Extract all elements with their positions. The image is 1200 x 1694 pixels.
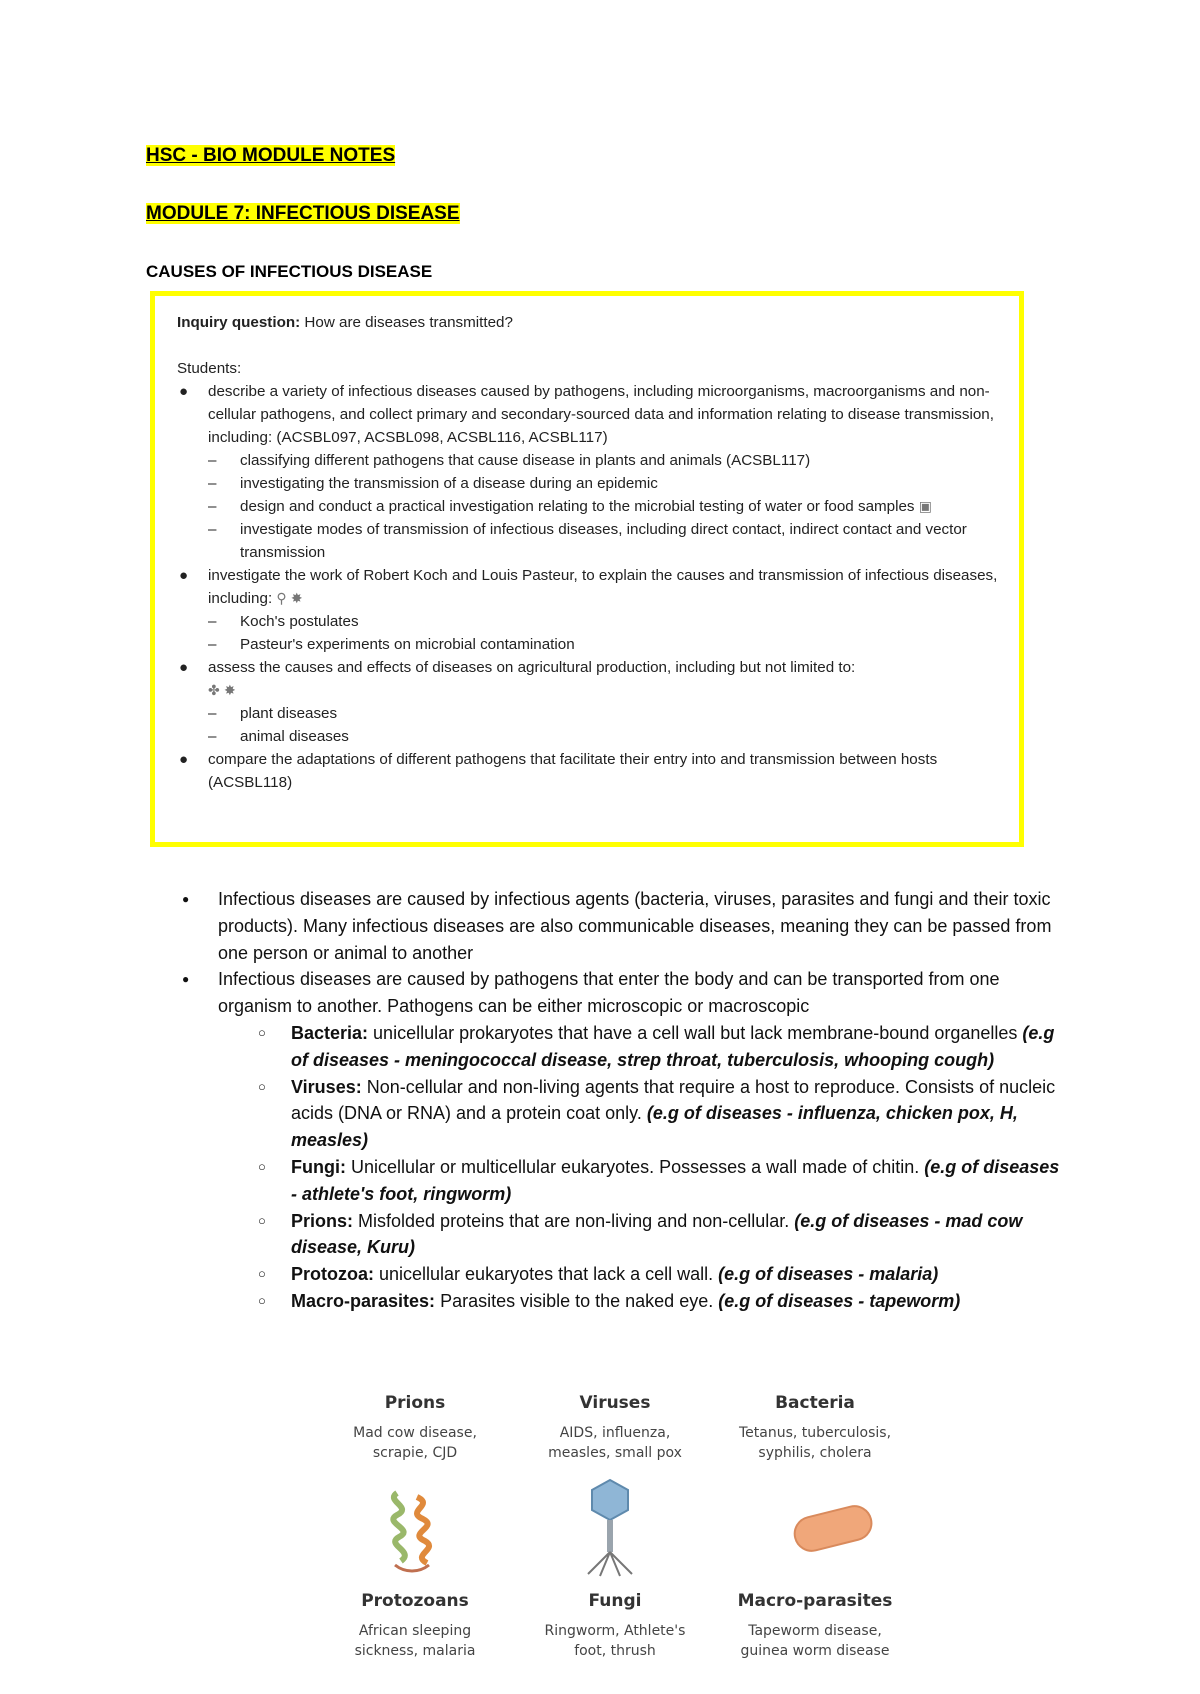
bullet-dot-icon: ● (179, 383, 189, 400)
list-subitem-text: investigate modes of transmission of infectious diseases, including direct contact, indirect contact and vector transmission (240, 521, 967, 561)
gear-icon: ✸ (223, 682, 236, 698)
list-subitem-text: plant diseases (240, 705, 338, 722)
pathogen-item-fungi (180, 1154, 1060, 1208)
list-subitem: – animal diseases (208, 728, 349, 745)
pathogen-term: Prions: (291, 1210, 354, 1231)
figure-macro-parasites (720, 1591, 910, 1661)
figure-title: Bacteria (775, 1393, 855, 1413)
bullet-dot-icon: ● (179, 659, 189, 676)
list-item-text: compare the adaptations of different pathogens that facilitate their entry into and transmission between hosts (ACSBL118) (208, 751, 938, 791)
list-subitem-text: Koch's postulates (240, 613, 359, 630)
pathogen-examples: (e.g of diseases - influenza, chicken pox, H, measles) (291, 1103, 1018, 1151)
bullet-circle-icon: ○ (258, 1078, 266, 1094)
pathogen-figure (320, 1393, 920, 1694)
list-item (180, 886, 1060, 966)
bullet-dot-icon: ● (179, 567, 189, 584)
pathogen-desc: Misfolded proteins that are non-living and non-cellular. (353, 1210, 795, 1231)
figure-desc: Ringworm, Athlete's foot, thrush (544, 1623, 686, 1659)
microscope-icon: ⚲ (276, 590, 287, 606)
figure-desc: Tapeworm disease, guinea worm disease (740, 1623, 890, 1659)
list-subitem-text: classifying different pathogens that cause disease in plants and animals (ACSBL117) (240, 452, 811, 469)
bullet-circle-icon: ○ (258, 1158, 266, 1174)
pathogen-examples: (e.g of diseases - athlete's foot, ringworm) (291, 1156, 1060, 1204)
pathogen-item-macro-parasites (180, 1288, 1060, 1315)
prion-protein-illustration (375, 1483, 455, 1573)
list-subitem: – plant diseases (208, 705, 338, 722)
figure-desc: AIDS, influenza, measles, small pox (548, 1425, 682, 1461)
section-heading: CAUSES OF INFECTIOUS DISEASE (146, 262, 433, 281)
gear-icon: ✸ (290, 590, 303, 606)
list-subitem: – classifying different pathogens that cause disease in plants and animals (ACSBL117) (208, 452, 811, 469)
list-subitem: – design and conduct a practical investigation relating to the microbial testing of water or food samples ▣ (208, 498, 932, 515)
students-label: Students: (177, 360, 242, 377)
figure-title: Viruses (579, 1393, 651, 1413)
list-item (177, 748, 1017, 794)
figure-desc: Tetanus, tuberculosis, syphilis, cholera (738, 1425, 892, 1461)
virus-illustration (570, 1478, 650, 1578)
bullet-circle-icon: ○ (258, 1212, 266, 1228)
bullet-circle-icon: ○ (258, 1024, 266, 1040)
list-item-text: Infectious diseases are caused by infectious agents (bacteria, viruses, parasites and fungi and their toxic products). Many infectious diseases are also communicable diseases, meaning they can be passed from one person or animal to another (218, 889, 1052, 963)
pathogen-examples: (e.g of diseases - mad cow disease, Kuru) (291, 1210, 1023, 1258)
list-item (180, 966, 1060, 1020)
pathogen-desc: Unicellular or multicellular eukaryotes. Possesses a wall made of chitin. (345, 1156, 925, 1177)
pathogen-item-protozoa (180, 1261, 1060, 1288)
pathogen-item-prions (180, 1208, 1060, 1262)
list-item (177, 656, 1017, 702)
figure-bacteria (720, 1393, 910, 1463)
inquiry-label: Inquiry question: (177, 314, 301, 331)
bullet-dot-icon: ● (182, 972, 190, 987)
list-subitem: – investigate modes of transmission of infectious diseases, including direct contact, indirect contact and vector transmission (208, 521, 967, 561)
bullet-dot-icon: ● (179, 751, 189, 768)
pathogen-term: Bacteria: (291, 1022, 369, 1043)
list-item-text: Infectious diseases are caused by pathogens that enter the body and can be transported from one organism to another. Pathogens can be either microscopic or macroscopic (218, 969, 1000, 1017)
figure-title: Protozoans (361, 1591, 469, 1611)
list-subitem-text: investigating the transmission of a disease during an epidemic (240, 475, 658, 492)
list-item-text: describe a variety of infectious diseases caused by pathogens, including microorganisms, macroorganisms and non-cellular pathogens, and collect primary and secondary-sourced data and information relating to disease transmission, including: (ACSBL097, ACSBL098, ACSBL116, ACSBL117) (208, 383, 994, 446)
figure-desc: Mad cow disease, scrapie, CJD (353, 1425, 477, 1461)
list-item (177, 564, 1017, 610)
list-subitem-text: design and conduct a practical investigation relating to the microbial testing of water or food samples (240, 498, 915, 515)
pathogen-desc: unicellular prokaryotes that have a cell wall but lack membrane-bound organelles (368, 1022, 1023, 1043)
pathogen-item-bacteria (180, 1020, 1060, 1074)
list-item (177, 380, 1017, 449)
list-item-text: assess the causes and effects of diseases on agricultural production, including but not limited to: (208, 659, 856, 676)
module-heading: MODULE 7: INFECTIOUS DISEASE (146, 203, 460, 224)
bacteria-illustration (790, 1503, 880, 1553)
figure-title: Prions (384, 1393, 446, 1413)
pathogen-desc: Parasites visible to the naked eye. (435, 1290, 719, 1311)
list-item-text: investigate the work of Robert Koch and Louis Pasteur, to explain the causes and transmission of infectious diseases, including: (208, 567, 998, 607)
list-subitem-text: Pasteur's experiments on microbial contamination (240, 636, 575, 653)
pathogen-desc: Non-cellular and non-living agents that require a host to reproduce. Consists of nucleic acids (DNA or RNA) and a protein coat only. (291, 1076, 1056, 1124)
figure-title: Macro-parasites (737, 1591, 893, 1611)
notes-list (180, 886, 1060, 1315)
pathogen-term: Protozoa: (291, 1264, 374, 1285)
pathogen-term: Macro-parasites: (291, 1290, 436, 1311)
pathogen-item-viruses (180, 1074, 1060, 1154)
pathogen-examples: (e.g of diseases - tapeworm) (718, 1290, 961, 1311)
figure-title: Fungi (588, 1591, 642, 1611)
pathogen-examples: (e.g of diseases - malaria) (718, 1264, 939, 1285)
figure-desc: African sleeping sickness, malaria (354, 1623, 476, 1659)
bullet-dot-icon: ● (182, 892, 190, 906)
list-subitem: – investigating the transmission of a disease during an epidemic (208, 475, 658, 492)
document-title: HSC - BIO MODULE NOTES (146, 145, 396, 166)
list-subitem: – Pasteur's experiments on microbial contamination (208, 636, 575, 653)
figure-protozoans (320, 1591, 510, 1661)
figure-fungi (520, 1591, 710, 1661)
pathogen-term: Viruses: (291, 1076, 362, 1097)
bullet-circle-icon: ○ (258, 1266, 266, 1282)
inquiry-question-text: How are diseases transmitted? (300, 314, 513, 331)
list-subitem-text: animal diseases (240, 728, 349, 745)
list-subitem: – Koch's postulates (208, 613, 359, 630)
plant-icon: ✤ (208, 682, 220, 698)
figure-prions (320, 1393, 510, 1463)
bullet-circle-icon: ○ (258, 1292, 266, 1308)
pathogen-term: Fungi: (291, 1156, 346, 1177)
pathogen-examples: (e.g of diseases - meningococcal disease, strep throat, tuberculosis, whooping cough) (291, 1022, 1055, 1070)
pathogen-desc: unicellular eukaryotes that lack a cell wall. (374, 1264, 719, 1285)
inquiry-question (177, 311, 1017, 334)
inquiry-box (150, 291, 1024, 847)
figure-viruses (520, 1393, 710, 1463)
laptop-icon: ▣ (918, 498, 932, 514)
